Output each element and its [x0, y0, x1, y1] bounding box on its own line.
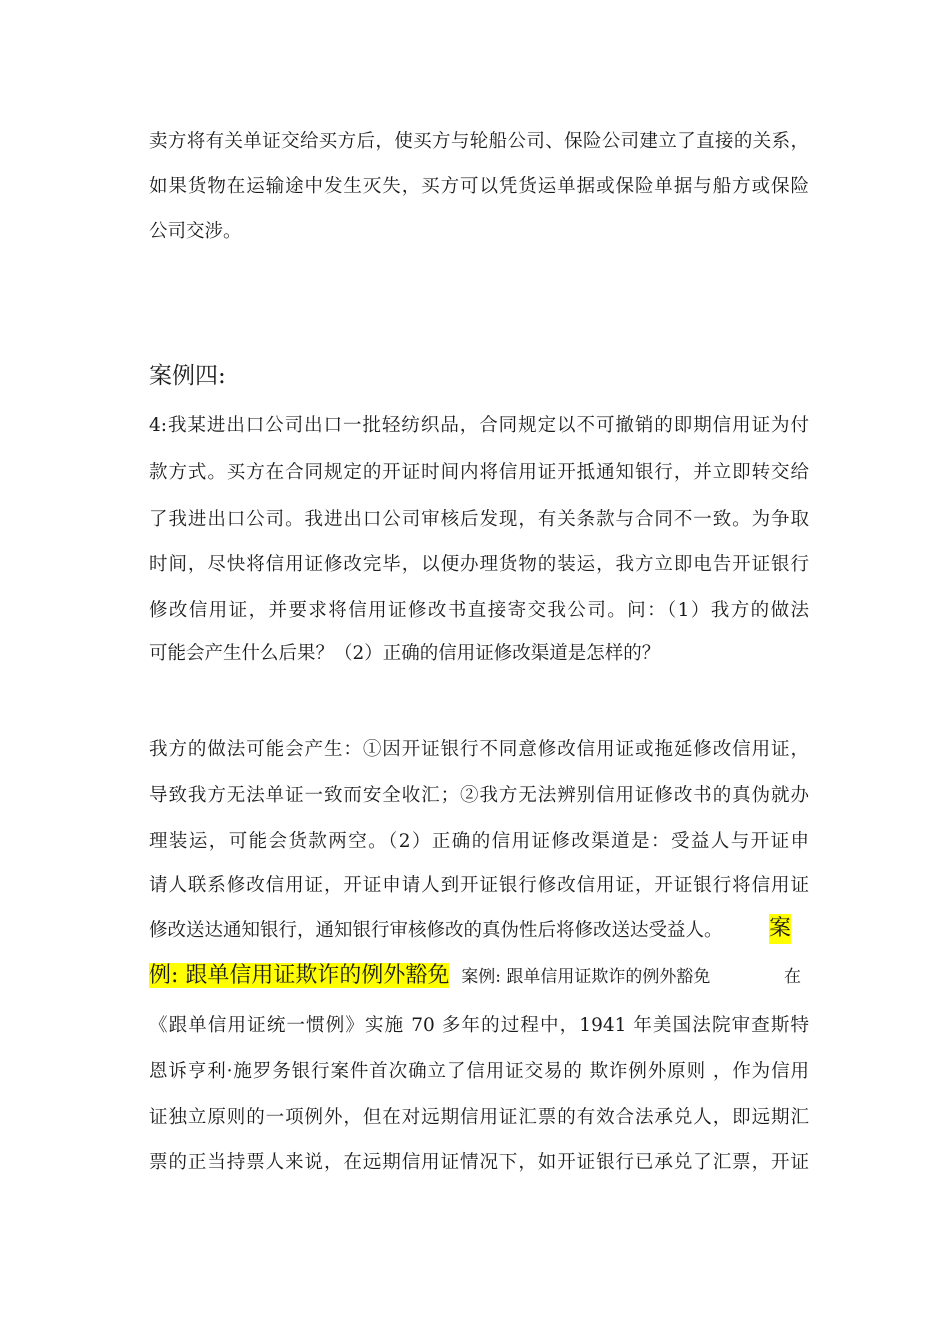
answer-line-1: 我方的做法可能会产生：①因开证银行不同意修改信用证或拖延修改信用证，: [149, 739, 809, 760]
case-text-line-4: 票的正当持票人来说，在远期信用证情况下，如开证银行已承兑了汇票，开证: [149, 1152, 809, 1173]
case-text-line-2: 恩诉亨利·施罗务银行案件首次确立了信用证交易的 欺诈例外原则 ，作为信用: [149, 1061, 809, 1082]
case-text-line-1: 《跟单信用证统一惯例》实施 70 多年的过程中，1941 年美国法院审查斯特: [149, 1015, 809, 1036]
inline-word: 在: [784, 967, 801, 987]
answer-last-line: 修改送达通知银行，通知银行审核修改的真伪性后将修改送达受益人。: [149, 920, 723, 941]
highlighted-heading: 例: 跟单信用证欺诈的例外豁免: [149, 963, 450, 988]
answer-line-2: 导致我方无法单证一致而安全收汇；②我方无法辨别信用证修改书的真伪就办: [149, 785, 809, 806]
paragraph-1-line-3: 公司交涉。: [149, 221, 242, 242]
answer-line-5-row: [149, 914, 809, 948]
question-line-3: 了我进出口公司。我进出口公司审核后发现，有关条款与合同不一致。为争取: [149, 509, 809, 530]
case-text-line-3: 证独立原则的一项例外，但在对远期信用证汇票的有效合法承兑人，即远期汇: [149, 1107, 809, 1128]
question-line-6: 可能会产生什么后果？（2）正确的信用证修改渠道是怎样的？: [149, 643, 661, 664]
paragraph-1-line-2: 如果货物在运输途中发生灭失，买方可以凭货运单据或保险单据与船方或保险: [149, 176, 809, 197]
question-line-2: 款方式。买方在合同规定的开证时间内将信用证开抵通知银行，并立即转交给: [149, 462, 809, 483]
highlighted-heading-start: 案: [769, 914, 791, 944]
question-line-5: 修改信用证，并要求将信用证修改书直接寄交我公司。问：（1）我方的做法: [149, 600, 809, 621]
question-line-4: 时间，尽快将信用证修改完毕，以便办理货物的装运，我方立即电告开证银行: [149, 554, 809, 575]
inline-heading: 案例: 跟单信用证欺诈的例外豁免: [461, 967, 711, 987]
question-line-1: 4:我某进出口公司出口一批轻纺织品，合同规定以不可撤销的即期信用证为付: [149, 415, 809, 436]
heading-row: [149, 960, 809, 994]
answer-line-4: 请人联系修改信用证，开证申请人到开证银行修改信用证，开证银行将信用证: [149, 875, 809, 896]
paragraph-1-line-1: 卖方将有关单证交给买方后，使买方与轮船公司、保险公司建立了直接的关系，: [149, 131, 809, 152]
case-heading: 案例四:: [149, 363, 226, 389]
answer-line-3: 理装运，可能会货款两空。（2）正确的信用证修改渠道是：受益人与开证申: [149, 831, 809, 852]
